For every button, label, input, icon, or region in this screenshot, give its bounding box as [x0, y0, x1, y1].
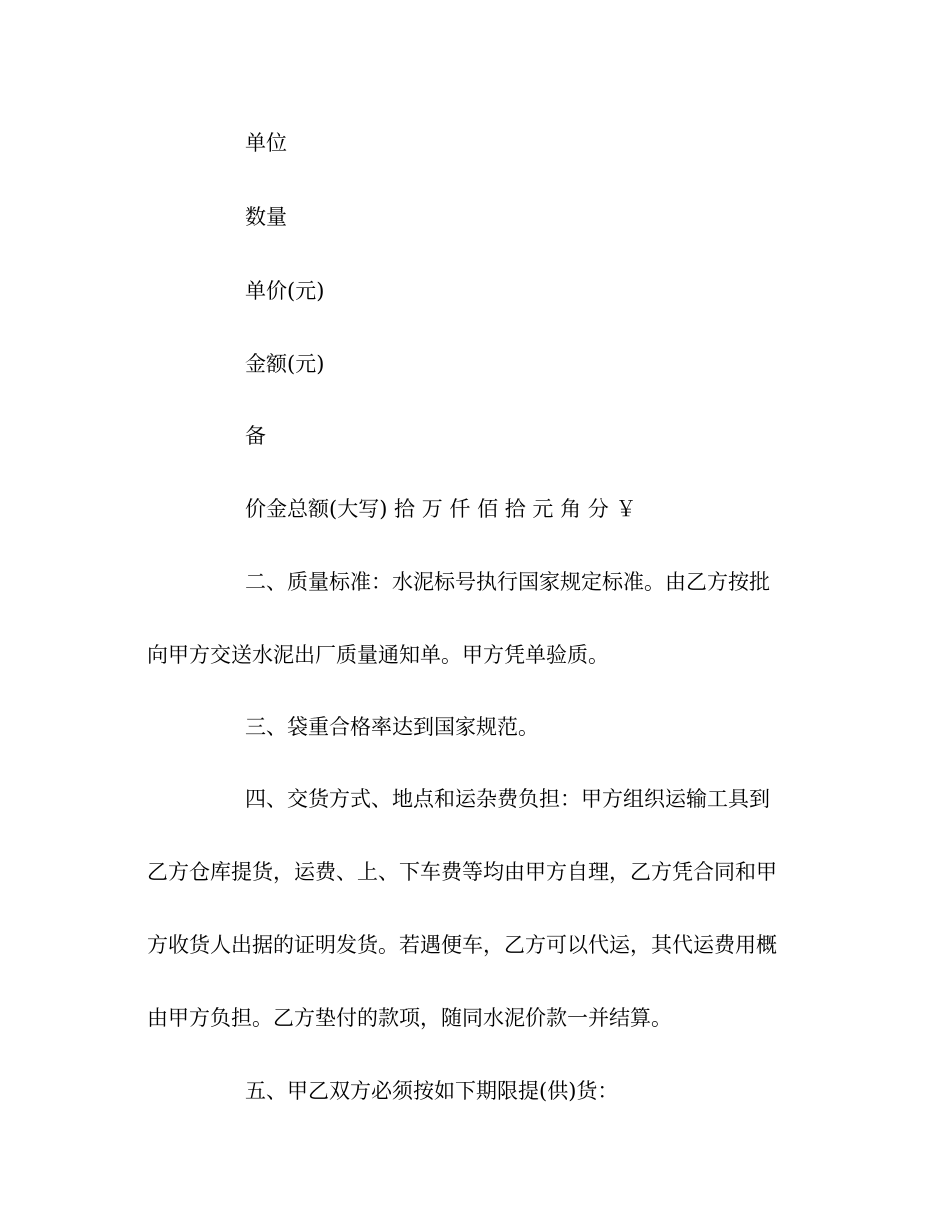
total-amount-line: 价金总额(大写) 拾 万 仟 佰 拾 元 角 分 ￥ [245, 497, 637, 521]
clause-4-line-4: 由甲方负担。乙方垫付的款项，随同水泥价款一并结算。 [147, 1006, 672, 1030]
clause-5: 五、甲乙双方必须按如下期限提(供)货： [245, 1079, 619, 1103]
clause-2-line-1: 二、质量标准：水泥标号执行国家规定标准。由乙方按批 [245, 570, 770, 594]
table-label-unit-price: 单价(元) [245, 279, 325, 303]
table-label-remark: 备 [245, 424, 266, 448]
table-label-unit: 单位 [245, 131, 287, 155]
table-label-quantity: 数量 [245, 205, 287, 229]
clause-3: 三、袋重合格率达到国家规范。 [245, 715, 539, 739]
table-label-amount: 金额(元) [245, 352, 325, 376]
clause-4-line-3: 方收货人出据的证明发货。若遇便车，乙方可以代运，其代运费用概 [147, 933, 777, 957]
clause-4-line-2: 乙方仓库提货，运费、上、下车费等均由甲方自理，乙方凭合同和甲 [147, 860, 777, 884]
clause-4-line-1: 四、交货方式、地点和运杂费负担：甲方组织运输工具到 [245, 787, 770, 811]
clause-2-line-2: 向甲方交送水泥出厂质量通知单。甲方凭单验质。 [147, 643, 609, 667]
